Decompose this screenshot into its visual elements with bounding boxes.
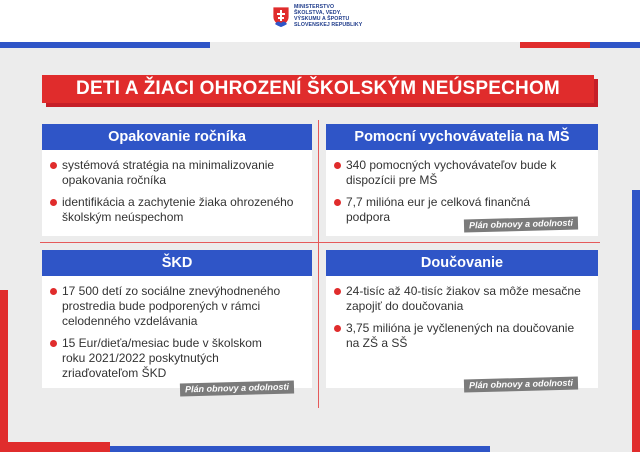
bullet-item: systémová stratégia na minimalizovanie opakovania ročníka xyxy=(62,158,304,188)
divider-horizontal xyxy=(40,242,600,243)
divider-vertical xyxy=(318,120,319,408)
decor-stripe xyxy=(110,446,490,452)
recovery-plan-tag: Plán obnovy a odolnosti xyxy=(180,381,294,397)
decor-stripe xyxy=(0,442,110,452)
recovery-plan-tag: Plán obnovy a odolnosti xyxy=(464,377,578,393)
bullet-item: 3,75 milióna je vyčlenených na doučovanie na ZŠ a SŠ xyxy=(346,321,590,351)
bullet-item: 7,7 milióna eur je celková finančná podpora xyxy=(346,195,590,225)
bullet-item: 15 Eur/dieťa/mesiac bude v školskom roku 2021/2022 poskytnutých zriaďovateľom ŠKD xyxy=(62,336,304,381)
decor-stripe xyxy=(0,42,210,48)
card-body-doucovanie xyxy=(326,276,598,388)
card-heading-skd: ŠKD xyxy=(42,250,312,276)
ministry-logo xyxy=(272,4,362,38)
decor-stripe xyxy=(590,42,640,48)
slovak-coat-of-arms-icon xyxy=(272,6,290,28)
ministry-line: SLOVENSKEJ REPUBLIKY xyxy=(294,22,363,28)
card-heading-opakovanie: Opakovanie ročníka xyxy=(42,124,312,150)
bullet-item: 340 pomocných vychovávateľov bude k dispozícii pre MŠ xyxy=(346,158,590,188)
card-heading-doucovanie: Doučovanie xyxy=(326,250,598,276)
recovery-plan-tag: Plán obnovy a odolnosti xyxy=(464,217,578,233)
ministry-line: MINISTERSTVO xyxy=(294,4,335,10)
bullet-item: identifikácia a zachytenie žiaka ohrozeného školským neúspechom xyxy=(62,195,304,225)
bullet-item: 24-tisíc až 40-tisíc žiakov sa môže mesačne zapojiť do doučovania xyxy=(346,284,590,314)
ministry-name xyxy=(294,4,362,28)
card-body-skd xyxy=(42,276,312,388)
decor-stripe xyxy=(632,190,640,330)
card-body-opakovanie xyxy=(42,150,312,236)
ministry-line: ŠKOLSTVA, VEDY, xyxy=(294,10,342,16)
decor-stripe xyxy=(632,330,640,452)
card-heading-pomocni-vychovavatelia: Pomocní vychovávatelia na MŠ xyxy=(326,124,598,150)
page-title: DETI A ŽIACI OHROZENÍ ŠKOLSKÝM NEÚSPECHOM xyxy=(42,75,594,103)
bullet-item: 17 500 detí zo sociálne znevýhodneného prostredia bude podporených v rámci celodenného vzdelávania xyxy=(62,284,304,329)
decor-stripe xyxy=(0,290,8,452)
ministry-line: VÝSKUMU A ŠPORTU xyxy=(294,16,350,22)
header xyxy=(0,0,640,42)
